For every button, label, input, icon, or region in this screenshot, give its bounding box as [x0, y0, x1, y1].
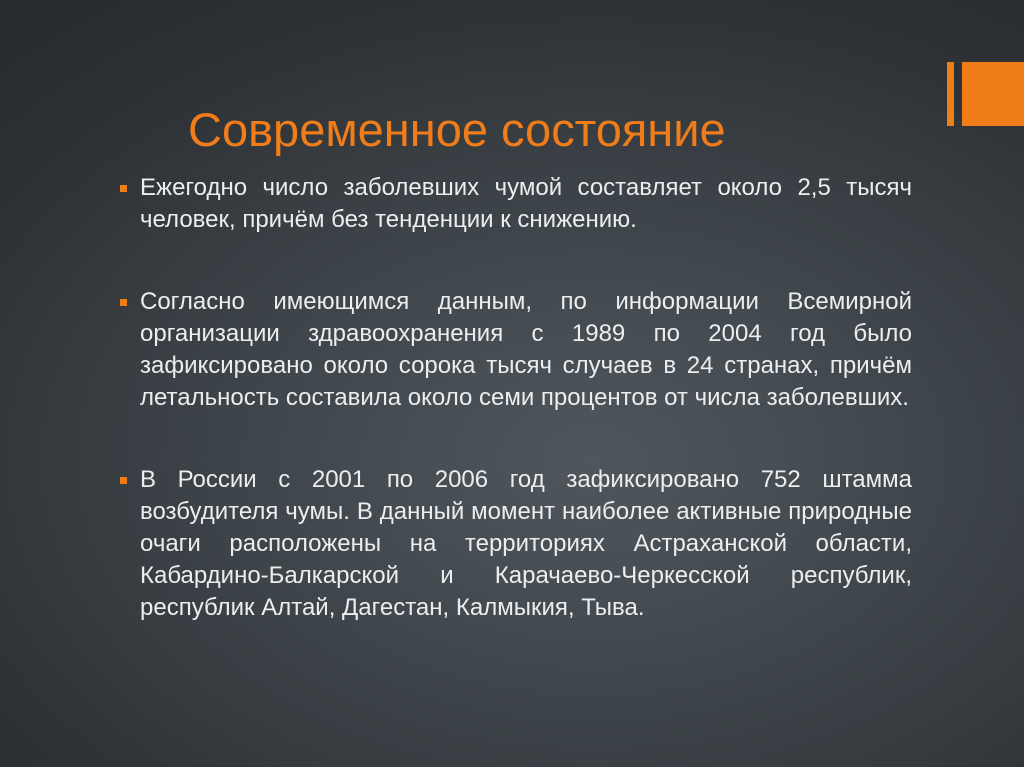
- square-bullet-icon: [120, 299, 127, 306]
- slide-title: Современное состояние: [188, 103, 726, 156]
- bullet-list: [118, 172, 912, 624]
- bullet-text: Ежегодно число заболевших чумой составляет около 2,5 тысяч человек, причём без тенденции к снижению.: [140, 174, 912, 233]
- corner-accent-thick-bar: [962, 62, 1024, 126]
- bullet-item: [118, 172, 912, 236]
- corner-accent-thin-bar: [947, 62, 954, 126]
- square-bullet-icon: [120, 477, 127, 484]
- bullet-text: Согласно имеющимся данным, по информации Всемирной организации здравоохранения с 1989 по 2004 год было зафиксировано около сорока тысяч случаев в 24 странах, причём летальность составила около семи процентов от числа заболевших.: [140, 288, 912, 411]
- bullet-text: В России с 2001 по 2006 год зафиксировано 752 штамма возбудителя чумы. В данный момент наиболее активные природные очаги расположены на территориях Астраханской области, Кабардино-Балкарской и Карачаево-Черкесской республик, республик Алтай, Дагестан, Калмыкия, Тыва.: [140, 466, 912, 621]
- corner-accent-mark: [947, 62, 1024, 126]
- bullet-item: [118, 286, 912, 414]
- bullet-item: [118, 464, 912, 624]
- square-bullet-icon: [120, 185, 127, 192]
